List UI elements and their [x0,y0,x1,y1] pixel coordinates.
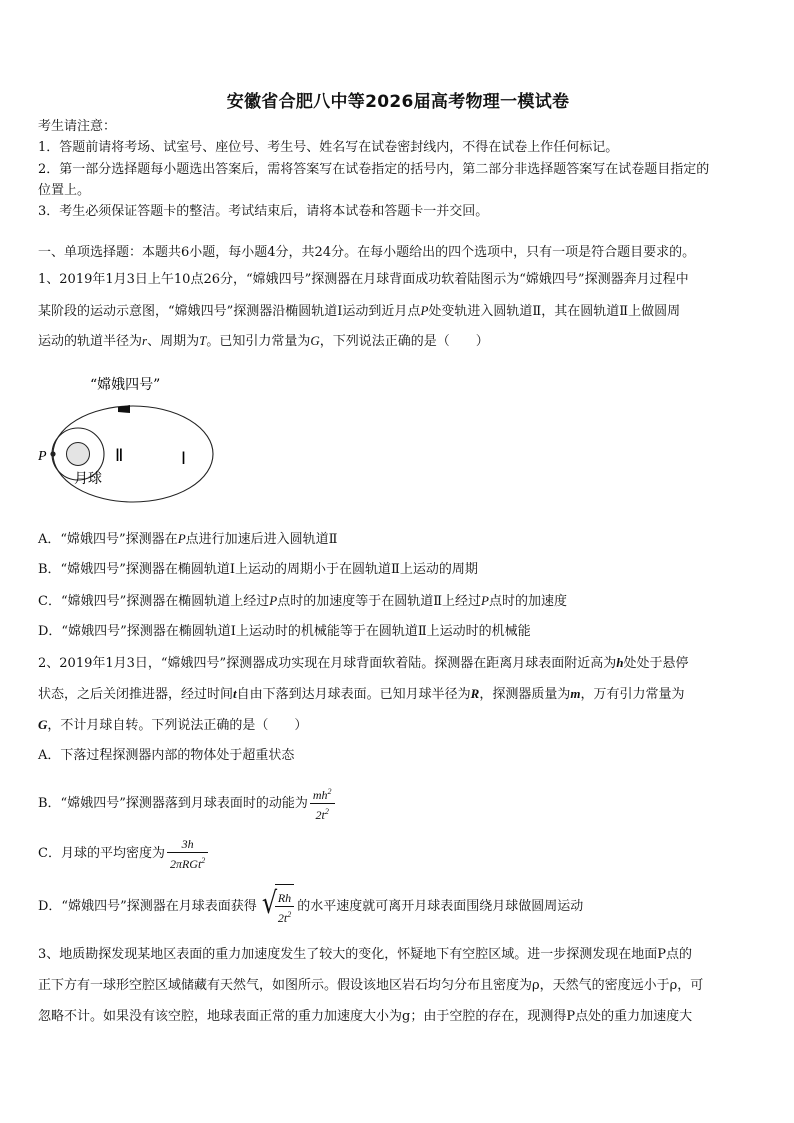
q3-line1: 3、地质勘探发现某地区表面的重力加速度发生了较大的变化，怀疑地下有空腔区域。进一步探测发现在地面P点的 [38,947,693,962]
notice-heading: 考生请注意： [38,119,117,134]
option-text: C．月球的平均密度为 [38,846,165,861]
fraction-b [310,785,335,822]
moon-label: 月球 [74,471,102,487]
section-heading: 一、单项选择题：本题共6小题，每小题4分，共24分。在每小题给出的四个选项中，只有一项是符合题目要求的。 [38,245,696,260]
q3-line2: 正下方有一球形空腔区域储藏有天然气，如图所示。假设该地区岩石均匀分布且密度为ρ，天然气的密度远小于ρ，可 [38,978,704,993]
q1-option-a [38,529,337,550]
fraction-c [167,837,208,871]
q2-text: 2、2019年1月3日，“嫦娥四号”探测器成功实现在月球背面软着陆。探测器在距离月球表面附近高为 [38,656,617,671]
orbit-diagram [38,368,278,503]
option-text: C．“嫦娥四号”探测器在椭圆轨道上经过 [38,594,270,609]
q1-line2 [38,301,680,322]
var-t: t [233,686,237,701]
orbit-2-label: Ⅱ [115,446,124,465]
fraction-numerator: 3h [167,837,208,853]
q1-option-d: D．“嫦娥四号”探测器在椭圆轨道Ⅰ上运动时的机械能等于在圆轨道Ⅱ上运动时的机械能 [38,624,531,639]
point-p-label: P [38,449,47,464]
var-r: R [470,686,480,701]
option-text: D．“嫦娥四号”探测器在月球表面获得 [38,899,257,914]
q1-option-b: B．“嫦娥四号”探测器在椭圆轨道Ⅰ上运动的周期小于在圆轨道Ⅱ上运动的周期 [38,562,478,577]
sqrt-expression: √ $\frac{Rh}{2t^2}$ [260,884,294,929]
fraction-numerator: Rh [275,891,294,907]
option-text: 点时的加速度等于在圆轨道Ⅱ上经过 [277,594,482,609]
moon-icon [67,443,90,466]
q2-text: 状态，之后关闭推进器，经过时间 [38,687,234,702]
var-h: h [616,655,624,670]
q1-line3 [38,331,489,352]
q2-text: ，探测器质量为 [479,687,571,702]
var-m: m [570,686,581,701]
exponent: 2 [287,909,292,919]
var-t: T [199,333,207,348]
point-p-marker [50,451,55,456]
q2-option-b [38,785,337,822]
exam-title: 安徽省合肥八中等2026届高考物理一模试卷 [226,92,570,112]
fraction-denominator: 2πRGt [169,856,202,871]
q2-option-a: A．下落过程探测器内部的物体处于超重状态 [38,748,295,763]
q1-text: ，下列说法正确的是（ ） [319,334,489,349]
option-text: B．“嫦娥四号”探测器落到月球表面时的动能为 [38,796,308,811]
q2-line1 [38,653,688,674]
fraction-numerator: mh [312,788,328,802]
fraction-denominator: 2t [277,910,288,925]
var-p: P [420,303,429,318]
q2-line2 [38,684,684,705]
q3-line3: 忽略不计。如果没有该空腔，地球表面正常的重力加速度大小为g；由于空腔的存在，现测得P点处的重力加速度大 [38,1009,693,1024]
notice-item-3: 3．考生必须保证答题卡的整洁。考试结束后，请将本试卷和答题卡一并交回。 [38,204,489,219]
exponent: 2 [324,807,329,816]
q2-option-c [38,836,210,872]
option-text: 点进行加速后进入圆轨道Ⅱ [185,532,338,547]
probe-label: “嫦娥四号” [90,377,161,393]
q2-option-d [38,884,583,929]
var-p: P [481,593,489,608]
notice-item-2: 2．第一部分选择题每小题选出答案后，需将答案写在试卷指定的括号内，第二部分非选择题答案写在试卷题目指定的 [38,162,710,177]
q1-text: 某阶段的运动示意图，“嫦娥四号”探测器沿椭圆轨道Ⅰ运动到近月点 [38,304,421,319]
var-r: r [142,333,148,348]
q2-text: ，万有引力常量为 [580,687,685,702]
exponent: 2 [201,855,206,865]
q2-text: 处处于悬停 [623,656,689,671]
exponent: 2 [327,787,332,796]
q2-line3 [38,715,307,736]
option-text: 的水平速度就可离开月球表面围绕月球做圆周运动 [297,899,584,914]
option-text: A．“嫦娥四号”探测器在 [38,532,178,547]
q2-text: ，不计月球自转。下列说法正确的是（ ） [47,718,308,733]
q2-text: 自由下落到达月球表面。已知月球半径为 [236,687,471,702]
q1-line1: 1、2019年1月3日上午10点26分，“嫦娥四号”探测器在月球背面成功软着陆图示为“嫦娥四号”探测器奔月过程中 [38,272,689,287]
var-g: G [310,333,320,348]
q1-text: 。已知引力常量为 [206,334,311,349]
q1-text: 、周期为 [147,334,200,349]
var-g: G [38,717,48,732]
notice-item-1: 1．答题前请将考场、试室号、座位号、考生号、姓名写在试卷密封线内，不得在试卷上作任何标记。 [38,140,619,155]
q1-option-c [38,591,567,612]
q1-text: 处变轨进入圆轨道Ⅱ，其在圆轨道Ⅱ上做圆周 [428,304,681,319]
orbit-1-label: Ⅰ [181,449,187,468]
var-p: P [177,531,186,546]
q1-text: 运动的轨道半径为 [38,334,143,349]
fraction-denominator: 2t [315,808,325,822]
notice-item-2-cont: 位置上。 [38,183,91,198]
option-text: 点时的加速度 [489,594,568,609]
var-p: P [269,593,278,608]
